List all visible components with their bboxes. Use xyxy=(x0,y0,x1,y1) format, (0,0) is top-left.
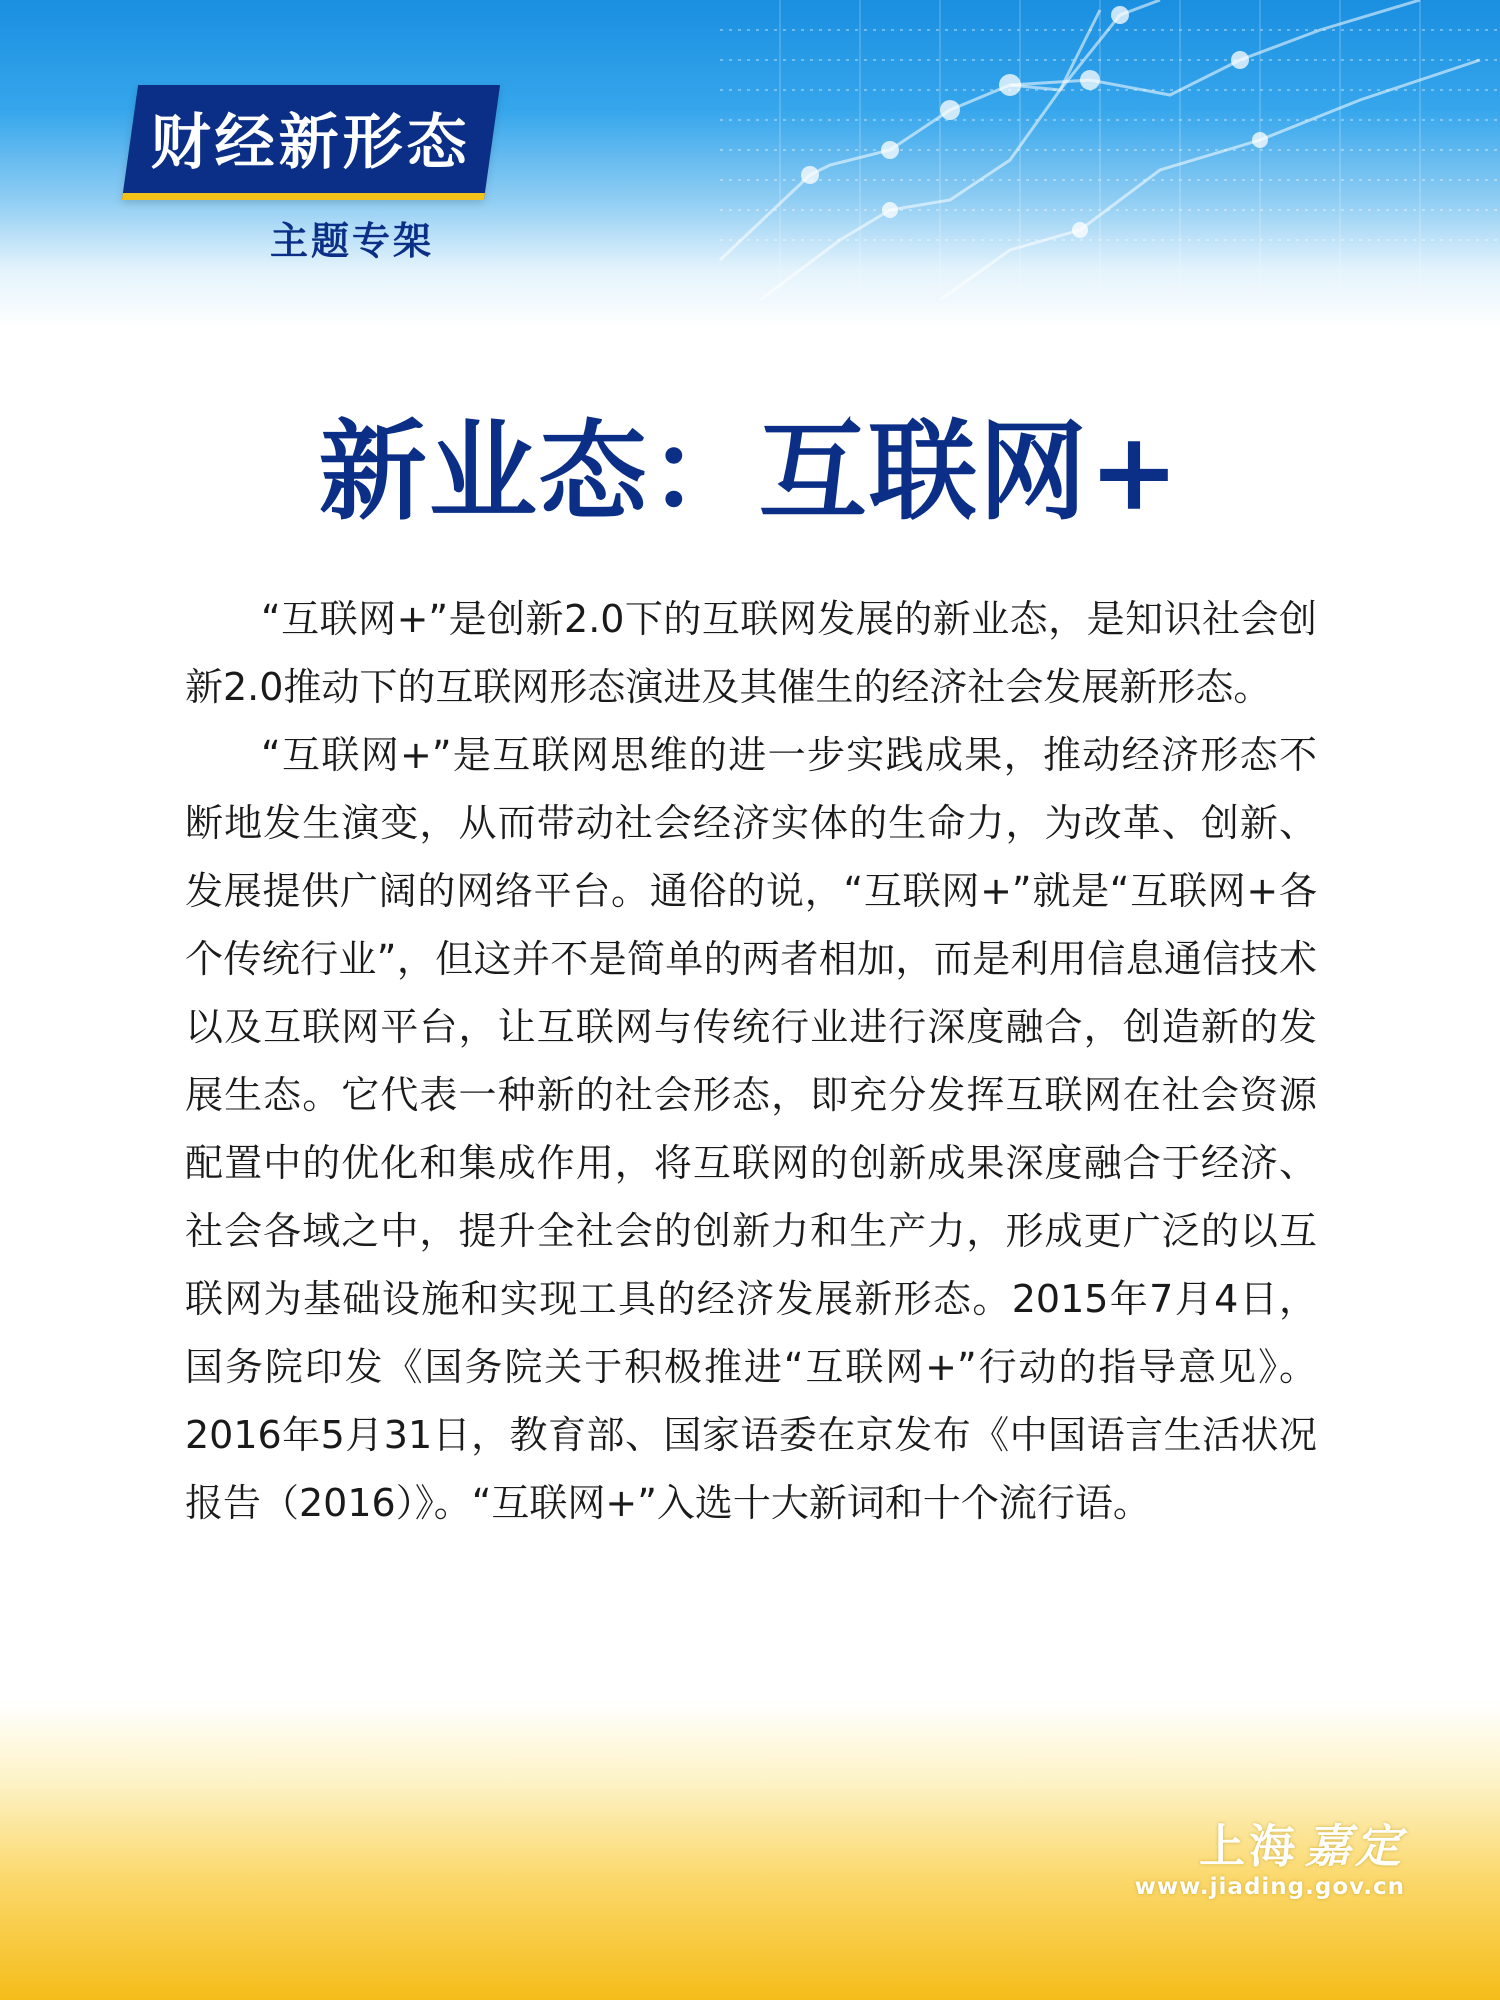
jiading-logo xyxy=(1135,1810,1405,1900)
page-title: 新业态：互联网+ xyxy=(318,409,1182,535)
banner-subtitle: 主题专架 xyxy=(270,219,435,263)
banner-title: 财经新形态 xyxy=(150,108,471,178)
website-url: www.jiading.gov.cn xyxy=(1134,1874,1405,1900)
logo-wordmark xyxy=(1135,1810,1405,1876)
header-banner xyxy=(130,85,492,265)
article-paragraph: “互联网+”是互联网思维的进一步实践成果，推动经济形态不断地发生演变，从而带动社会经济实体的生命力，为改革、创新、发展提供广阔的网络平台。通俗的说，“互联网+”就是“互联网+各个传统行业”，但这并不是简单的两者相加，而是利用信息通信技术以及互联网平台，让互联网与传统行业进行深度融合，创造新的发展生态。它代表一种新的社会形态，即充分发挥互联网在社会资源配置中的优化和集成作用，将互联网的创新成果深度融合于经济、社会各域之中，提升全社会的创新力和生产力，形成更广泛的以互联网为基础设施和实现工具的经济发展新形态。2015年7月4日，国务院印发《国务院关于积极推进“互联网+”行动的指导意见》。2016年5月31日，教育部、国家语委在京发布《中国语言生活状况报告（2016）》。“互联网+”入选十大新词和十个流行语。 xyxy=(185,733,1317,1525)
data-network-decoration xyxy=(700,0,1500,330)
article-body xyxy=(185,585,1317,1537)
article-paragraph: “互联网+”是创新2.0下的互联网发展的新业态，是知识社会创新2.0推动下的互联网形态演进及其催生的经济社会发展新形态。 xyxy=(185,597,1317,709)
logo-calligraphy: 嘉定 xyxy=(1305,1819,1405,1873)
logo-text: 上海 xyxy=(1199,1819,1299,1873)
banner-title-box xyxy=(122,85,500,200)
